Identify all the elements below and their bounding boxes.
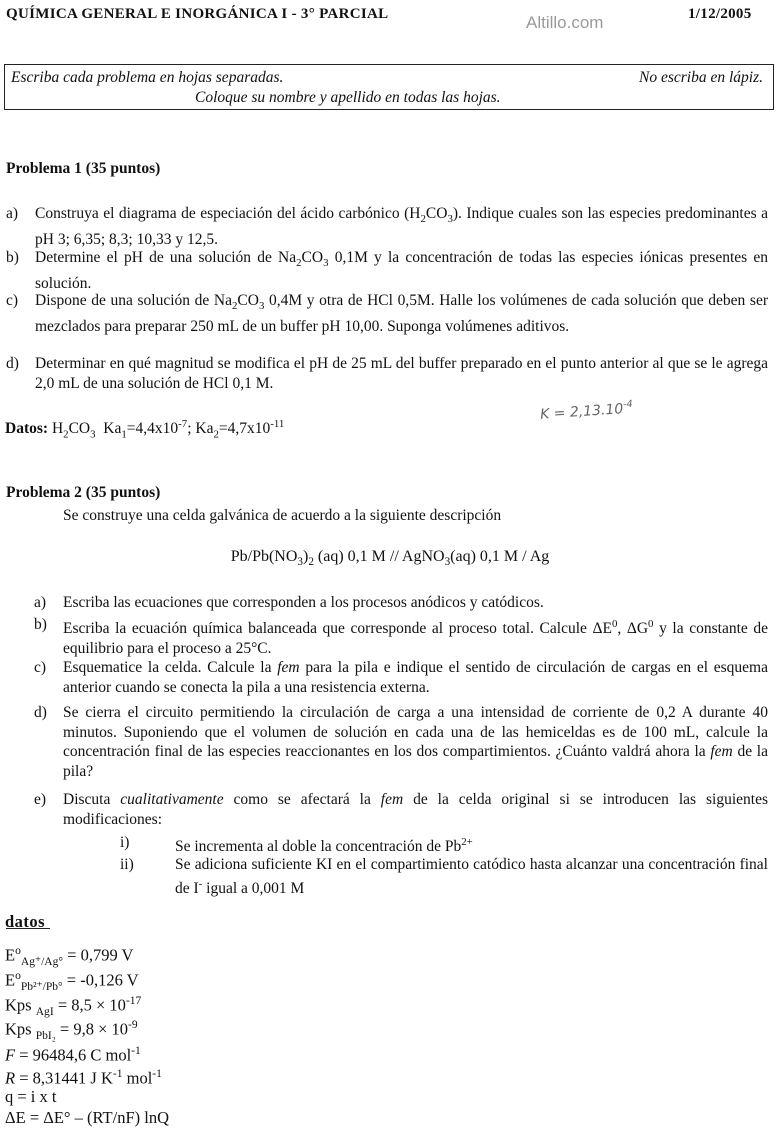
item-label: a) xyxy=(6,205,19,222)
item-emphasis: fem xyxy=(380,791,404,808)
sub-item-i-label: i) xyxy=(120,834,130,851)
item-text: CO xyxy=(237,292,259,309)
item-emphasis: cualitativamente xyxy=(120,791,224,808)
datos-line-kps-agi: Kps $_{AgI} = 8,5 \times 10^{-17}$ xyxy=(5,995,142,1018)
handwritten-note: $K = 2,13.10^{-4}$ xyxy=(539,398,634,423)
subscript: 2 xyxy=(63,428,69,441)
subscript: 3 xyxy=(447,213,453,226)
item-text: CO xyxy=(425,205,448,222)
datos-line-nernst: ΔE = ΔE° – (RT/nF) lnQ xyxy=(5,1108,170,1127)
item-text: Escriba las ecuaciones que corresponden a los procesos anódicos y catódicos. xyxy=(63,594,544,611)
problem1-data xyxy=(5,418,284,440)
instructions-box xyxy=(4,64,774,110)
datos-line-kps-pbi2: Kps $_{PbI_2} = 9,8 \times 10^{-9}$ xyxy=(5,1019,138,1042)
item-label: d) xyxy=(6,355,19,372)
ka1-label: Ka xyxy=(103,420,122,438)
cell-notation: $Pb/Pb(NO_3)_2$ (aq) 0,1 M // AgNO$_3$(aq) 0,1 M / Ag xyxy=(230,548,550,569)
item-label: b) xyxy=(6,249,19,266)
item-text: y la constante de equilibrio para el proceso a 25°C. xyxy=(63,620,768,657)
item-text: ). Indique cuales son las especies predominantes a pH 3; 6,35; 8,3; 10,33 y 12,5. xyxy=(35,205,768,248)
item-text: Se cierra el circuito permitiendo la circulación de carga a una intensidad de corriente de 0,2 A durante 40 minutos. Suponiendo que el volumen de solución en cada una de las hemiceldas es de 100 mL, calcule la concentración final de las especies reaccionantes en los dos compartimientos. ¿Cuánto valdrá ahora la xyxy=(63,704,768,760)
item-text: Determinar en qué magnitud se modifica el pH de 25 mL del buffer preparado en el punto anterior al que se le agrega 2,0 mL de una solución de HCl 0,1 M. xyxy=(35,355,768,392)
problem2-intro: Se construye una celda galvánica de acuerdo a la siguiente descripción xyxy=(63,507,502,524)
ka2-label: ; Ka xyxy=(187,420,214,438)
item-text: Determine el pH de una solución de Na xyxy=(35,249,297,266)
ka2-value: =4,7x10 xyxy=(218,420,271,438)
subscript: 3 xyxy=(258,300,265,313)
superscript: 0 xyxy=(611,618,618,630)
datos-line-pb: $E^o_{Pb^{2+}/Pb^\circ} = -0,126$ V xyxy=(5,970,139,993)
problem1-item-c xyxy=(6,291,768,336)
problem2-item-b xyxy=(34,615,768,658)
formula-text: CO xyxy=(68,420,91,438)
sub-item-ii-text: Se adiciona suficiente KI en el compartimiento catódico hasta alcanzar una concentración final de I- igual a 0,001 M xyxy=(175,856,768,897)
formula-text: H xyxy=(51,420,64,438)
superscript: 0 xyxy=(648,618,654,630)
item-text: como se afectará la xyxy=(223,791,381,808)
data-label: Datos: xyxy=(5,420,49,438)
item-label: b) xyxy=(34,616,47,633)
item-label: c) xyxy=(34,659,47,676)
item-label: e) xyxy=(34,791,47,808)
datos-title: datos xyxy=(5,912,46,931)
subscript: 3 xyxy=(323,257,329,270)
instruction-name: Coloque su nombre y apellido en todas las hojas. xyxy=(195,89,501,106)
item-text: 0,1M y la concentración de todas las especies iónicas presentes en solución. xyxy=(35,249,768,292)
item-text: de la celda original si se introducen las siguientes modificaciones: xyxy=(63,791,768,828)
problem1-item-a xyxy=(6,204,768,249)
problem2-item-c xyxy=(34,658,768,697)
superscript: -11 xyxy=(270,418,285,430)
problem1-item-b xyxy=(6,248,768,293)
subscript: 1 xyxy=(121,428,127,441)
datos-underline xyxy=(6,928,50,929)
problem1-title: Problema 1 (35 puntos) xyxy=(6,160,161,177)
item-emphasis: fem xyxy=(277,659,300,676)
subscript: 2 xyxy=(296,257,302,270)
sub-item-ii-label: ii) xyxy=(120,856,134,873)
item-text: Dispone de una solución de Na xyxy=(35,292,232,309)
subscript: 2 xyxy=(420,213,426,226)
subscript: 2 xyxy=(232,300,238,313)
subscript: 3 xyxy=(90,428,96,441)
watermark: Altillo.com xyxy=(526,13,604,32)
item-label: c) xyxy=(6,292,19,309)
item-text: Construya el diagrama de especiación del ácido carbónico (H xyxy=(35,205,421,222)
sub-item-i-text: Se incrementa al doble la concentración de $Pb^{2+}$ xyxy=(175,836,473,856)
instruction-no-pencil: No escriba en lápiz. xyxy=(639,69,763,86)
datos-line-faraday: F = 96484,6 C mol$^{-1}$ xyxy=(5,1045,141,1065)
superscript: -7 xyxy=(178,418,188,430)
item-text: , ΔG xyxy=(617,620,649,638)
item-emphasis: fem xyxy=(710,743,733,760)
ka1-value: =4,4x10 xyxy=(126,420,179,438)
exam-date: 1/12/2005 xyxy=(688,6,752,22)
item-text: Discuta xyxy=(63,791,121,808)
datos-line-gas-constant: R = 8,31441 J $K^{-1}$ mol$^{-1}$ xyxy=(5,1068,162,1088)
problem2-item-a xyxy=(34,593,768,613)
datos-line-ag: $E^o_{Ag^+/Ag^\circ} = 0,799$ V xyxy=(5,945,134,968)
datos-line-charge: q = i x t xyxy=(5,1087,57,1106)
item-text: Escriba la ecuación química balanceada que corresponde al proceso total. Calcule ΔE xyxy=(63,620,612,638)
item-text: para la pila e indique el sentido de circulación de cargas en el esquema anterior cuando se conecta la pila a una resistencia externa. xyxy=(63,659,768,696)
problem2-item-d xyxy=(34,703,768,781)
exam-title: QUÍMICA GENERAL E INORGÁNICA I - 3° PARCIAL xyxy=(6,6,389,22)
subscript: 2 xyxy=(213,428,219,441)
item-label: d) xyxy=(34,704,47,721)
item-text: Esquematice la celda. Calcule la xyxy=(63,659,278,676)
item-text: de la pila? xyxy=(63,743,768,780)
problem2-title: Problema 2 (35 puntos) xyxy=(6,484,161,501)
item-text: CO xyxy=(301,249,324,266)
problem2-item-e xyxy=(34,790,768,829)
instruction-separate-sheets: Escriba cada problema en hojas separadas. xyxy=(11,69,284,86)
problem1-item-d xyxy=(6,354,768,393)
item-text: 0,4M y otra de HCl 0,5M. Halle los volúmenes de cada solución que deben ser mezclados para preparar 250 mL de un buffer pH 10,00. Suponga volúmenes aditivos. xyxy=(35,292,768,335)
item-label: a) xyxy=(34,594,47,611)
